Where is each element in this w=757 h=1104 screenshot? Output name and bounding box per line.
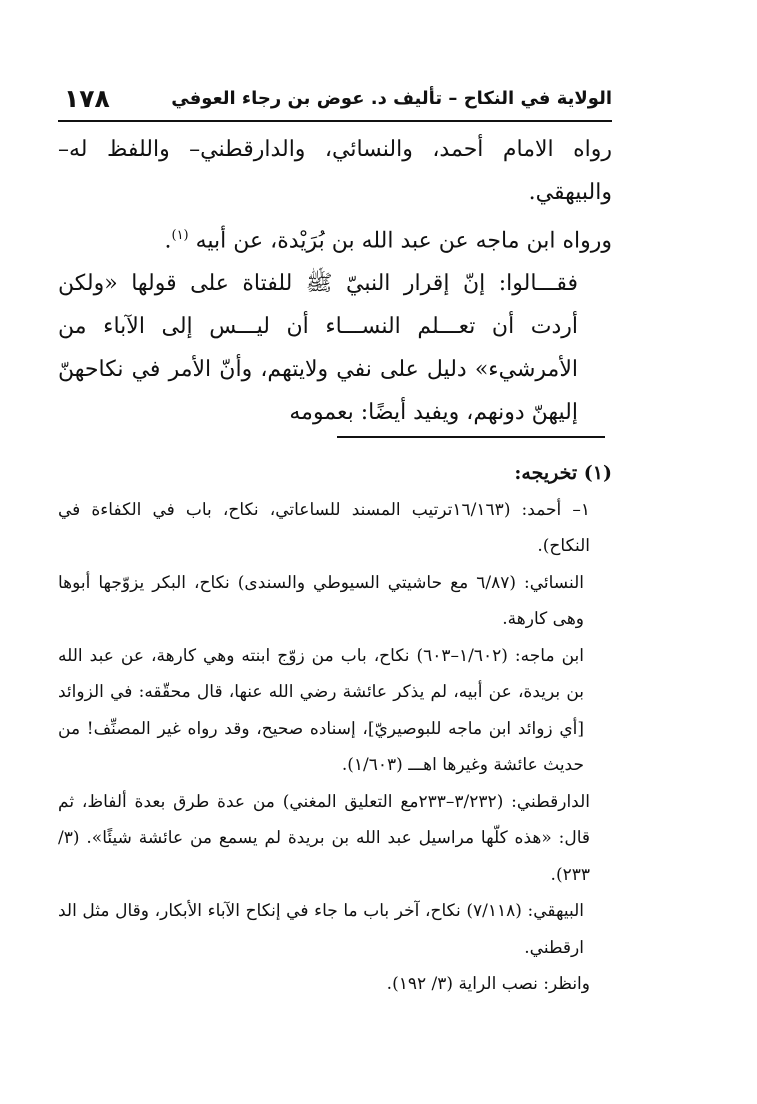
- page-number: ١٧٨: [64, 84, 110, 113]
- footnote-item: ١– أحمد: (١٦/١٦٣ترتيب المسند للساعاتي، نكاح، باب في الكفاءة في النكاح).: [58, 499, 590, 556]
- footnote-ref[interactable]: (١): [171, 228, 189, 243]
- main-body: [58, 128, 612, 434]
- footnote-item: الدارقطني: (٣/٢٣٢–٢٣٣مع التعليق المغني) من عدة طرق بعدة ألفاظ، ثم قال: «هذه كلّها مراسيل عبد الله بن بريدة لم يسمع من عائشة شيئًا». (٣/ ٢٣٣).: [58, 791, 590, 885]
- footnote-item: البيهقي: (٧/١١٨) نكاح، آخر باب ما جاء في إنكاح الآباء الأبكار، وقال مثل الد ارقطني.: [58, 901, 584, 958]
- footnote-item: ابن ماجه: (١/٦٠٢–٦٠٣) نكاح، باب من زوّج ابنته وهي كارهة، عن عبد الله بن بريدة، عن أبيه، لم يذكر عائشة رضي الله عنها، قال محقّقه: في الزوائد [أي زوائد ابن ماجه للبوصيريّ]، إسناده صحيح، وقد رواه غير المصنِّف! من حديث عائشة وغيرها اهـــ (١/٦٠٣).: [58, 645, 584, 775]
- footnote-heading: (١) تخريجه:: [514, 462, 612, 484]
- para1-line1: رواه الامام أحمد، والنسائي، والدارقطني– واللفظ له– والبيهقي.: [58, 137, 612, 205]
- running-title: الولاية في النكاح – تأليف د. عوض بن رجاء العوفي: [171, 88, 612, 109]
- para1-line2: [58, 214, 612, 262]
- page-header: [58, 84, 612, 122]
- footnote-divider: [337, 436, 605, 438]
- para2: فقـــالوا: إنّ إقرار النبيّ ﷺ للفتاة على قولها «ولكن أردت أن تعـــلم النســـاء أن ليـــس إلى الآباء من الأمرشيء» دليل على نفي ولايتهم، وأنّ الأمر في نكاحهنّ إليهنّ دونهم، ويفيد أيضًا: بعمومه: [58, 271, 578, 426]
- footnotes: [58, 455, 612, 1003]
- para1-end: .: [164, 228, 172, 254]
- footnote-item: النسائي: (٦/٨٧ مع حاشيتي السيوطي والسندى) نكاح، البكر يزوّجها أبوها وهى كارهة.: [58, 572, 584, 629]
- footnote-item: وانظر: نصب الراية (٣/ ١٩٢).: [386, 974, 590, 994]
- para1-line2-text: ورواه ابن ماجه عن عبد الله بن بُرَيْدة، عن أبيه: [195, 228, 612, 254]
